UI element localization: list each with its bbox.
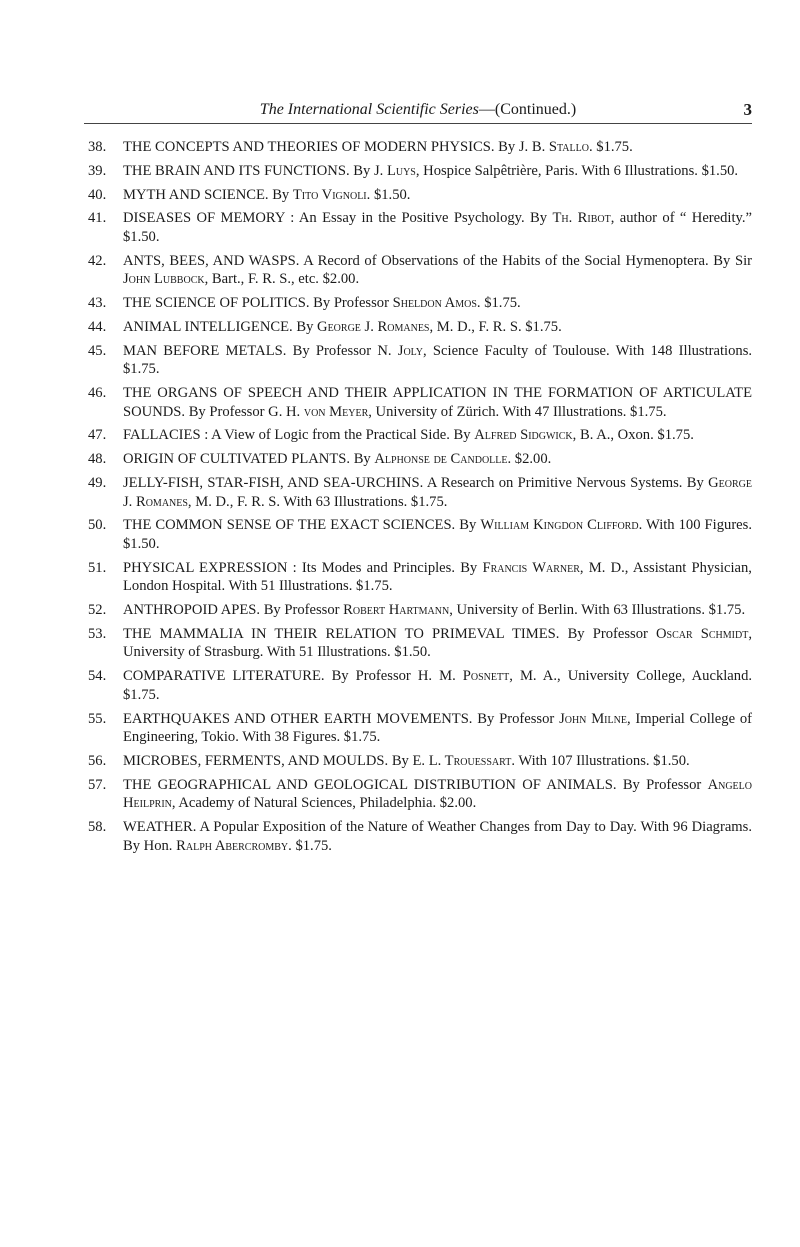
book-entry	[88, 209, 752, 246]
entry-description: A Research on Primitive Nervous Systems. By	[426, 474, 704, 491]
entry-number: 55.	[88, 710, 107, 727]
entry-description: By Professor	[331, 668, 411, 685]
entry-author: J. Luys,	[373, 162, 420, 179]
entry-title: THE COMMON SENSE OF THE EXACT SCIENCES.	[123, 517, 456, 534]
entry-number: 38.	[88, 139, 107, 155]
running-header	[84, 99, 752, 124]
continued-label: —(Continued.)	[478, 101, 577, 118]
entry-description: By	[391, 753, 409, 769]
book-entry	[88, 516, 752, 553]
entry-description: Its Modes and Principles. By	[301, 559, 478, 576]
entry-details: $1.75.	[596, 139, 633, 155]
entry-details: University of Berlin. With 63 Illustrations. $1.75.	[456, 602, 746, 619]
entry-title: THE CONCEPTS AND THEORIES OF MODERN PHYSICS.	[123, 139, 495, 155]
entry-description: By Professor	[622, 776, 702, 793]
entry-number: 58.	[88, 819, 107, 836]
entry-number: 45.	[88, 342, 107, 359]
entry-title: ANTS, BEES, AND WASPS.	[123, 252, 300, 269]
entry-number: 50.	[88, 517, 107, 534]
book-entry	[88, 138, 752, 157]
series-title-text: The International Scientific Series	[259, 101, 479, 118]
entry-description: By Professor	[188, 403, 265, 420]
entry-number: 49.	[88, 474, 107, 491]
entry-details: M. D., F. R. S. With 63 Illustrations. $1.75.	[195, 493, 448, 510]
entry-author: John Milne,	[559, 710, 631, 727]
entry-author: Ralph Abercromby.	[176, 837, 292, 854]
entry-author: Alphonse de Candolle.	[374, 451, 512, 468]
entry-author: George J. Romanes,	[123, 474, 752, 510]
entry-author: E. L. Trouessart.	[412, 753, 515, 769]
entry-title: PHYSICAL EXPRESSION :	[123, 559, 297, 576]
series-title	[84, 101, 752, 119]
book-entry	[88, 776, 752, 813]
entry-description: By	[353, 162, 371, 179]
entry-title: THE BRAIN AND ITS FUNCTIONS.	[123, 162, 350, 179]
entry-number: 44.	[88, 318, 107, 335]
entry-number: 39.	[88, 162, 107, 179]
entry-details: Imperial College of Engineering, Tokio. With 38 Figures. $1.75.	[123, 710, 753, 746]
book-entry	[88, 667, 752, 704]
entry-description: By Professor	[263, 602, 340, 619]
entry-number: 53.	[88, 625, 107, 642]
entry-details: With 100 Figures. $1.50.	[123, 517, 752, 552]
entry-title: ANTHROPOID APES.	[123, 602, 261, 619]
entry-description: By	[498, 139, 516, 155]
book-entry	[88, 162, 752, 181]
entry-description: By	[296, 318, 314, 335]
entry-description: By	[459, 517, 477, 534]
book-entry	[88, 384, 752, 421]
entry-number: 57.	[88, 776, 107, 793]
book-entry	[88, 625, 752, 662]
book-entry	[88, 601, 752, 620]
entry-number: 41.	[88, 210, 107, 227]
entry-description: A Popular Exposition of the Nature of Weather Changes from Day to Day. With 96 Diagrams. By Hon.	[123, 819, 752, 854]
entry-title: THE ORGANS OF SPEECH AND THEIR APPLICATION IN THE FORMATION OF ARTICULATE SOUNDS.	[123, 385, 752, 420]
entry-title: ORIGIN OF CULTIVATED PLANTS.	[123, 451, 351, 468]
entry-details: $2.00.	[514, 451, 552, 468]
entry-author: Oscar Schmidt,	[655, 625, 752, 642]
entry-details: With 107 Illustrations. $1.50.	[518, 753, 690, 769]
entry-details: M. D., Assistant Physician, London Hospital. With 51 Illustrations. $1.75.	[123, 559, 752, 595]
entry-author: J. B. Stallo.	[518, 139, 593, 155]
entry-description: By	[353, 451, 371, 468]
entry-details: Academy of Natural Sciences, Philadelphia. $2.00.	[178, 795, 477, 812]
entry-author: Robert Hartmann,	[343, 602, 453, 619]
entry-details: $1.50.	[373, 186, 411, 203]
entry-details: Bart., F. R. S., etc. $2.00.	[211, 271, 360, 288]
entry-description: By Professor	[313, 295, 389, 312]
book-entry	[88, 710, 752, 747]
entry-author: Alfred Sidgwick,	[474, 427, 577, 444]
entry-title: FALLACIES :	[123, 427, 209, 444]
book-entry	[88, 318, 752, 337]
entry-title: JELLY-FISH, STAR-FISH, AND SEA-URCHINS.	[123, 474, 424, 491]
entry-number: 48.	[88, 451, 107, 468]
entry-author: John Lubbock,	[123, 271, 209, 288]
entry-number: 40.	[88, 186, 107, 203]
entry-title: MICROBES, FERMENTS, AND MOULDS.	[123, 753, 389, 769]
entry-title: MAN BEFORE METALS.	[123, 342, 287, 359]
entry-details: M. A., University College, Auckland. $1.75.	[123, 668, 753, 703]
entry-description: An Essay in the Positive Psychology. By	[298, 210, 548, 227]
entry-description: By Professor	[292, 342, 372, 359]
entry-number: 47.	[88, 427, 107, 444]
entry-description: By Professor	[477, 710, 555, 727]
entry-title: ANIMAL INTELLIGENCE.	[123, 318, 293, 335]
entry-title: MYTH AND SCIENCE.	[123, 186, 269, 203]
entry-author: George J. Romanes,	[317, 318, 434, 335]
entry-number: 52.	[88, 602, 107, 619]
entry-description: A View of Logic from the Practical Side. By	[211, 427, 471, 444]
entry-number: 43.	[88, 295, 107, 312]
entry-number: 42.	[88, 252, 107, 269]
entry-title: THE GEOGRAPHICAL AND GEOLOGICAL DISTRIBUTION OF ANIMALS.	[123, 776, 617, 793]
entry-details: M. D., F. R. S. $1.75.	[436, 318, 562, 335]
entry-author: G. H. von Meyer,	[268, 403, 372, 420]
entry-author: N. Joly,	[377, 342, 427, 359]
entry-title: THE MAMMALIA IN THEIR RELATION TO PRIMEVAL TIMES.	[123, 625, 560, 642]
book-list	[88, 138, 752, 861]
entry-details: Science Faculty of Toulouse. With 148 Illustrations. $1.75.	[123, 342, 753, 378]
entry-title: COMPARATIVE LITERATURE.	[123, 668, 325, 685]
entry-details: $1.75.	[295, 837, 332, 854]
entry-details: University of Zürich. With 47 Illustrations. $1.75.	[375, 403, 667, 420]
book-entry	[88, 186, 752, 205]
entry-author: Th. Ribot,	[552, 210, 615, 227]
entry-title: WEATHER.	[123, 819, 197, 836]
book-entry	[88, 342, 752, 379]
entry-details: B. A., Oxon. $1.75.	[579, 427, 694, 444]
entry-author: H. M. Posnett,	[417, 668, 513, 685]
book-entry	[88, 818, 752, 855]
entry-author: Angelo Heilprin,	[123, 776, 752, 812]
entry-description: By	[272, 186, 290, 203]
book-entry	[88, 450, 752, 469]
entry-details: Hospice Salpêtrière, Paris. With 6 Illustrations. $1.50.	[423, 162, 739, 179]
book-entry	[88, 474, 752, 511]
page-number: 3	[743, 100, 752, 119]
entry-author: Tito Vignoli.	[292, 186, 371, 203]
entry-details: $1.75.	[484, 295, 521, 312]
entry-title: DISEASES OF MEMORY :	[123, 210, 295, 227]
entry-number: 56.	[88, 753, 107, 769]
book-entry	[88, 426, 752, 445]
entry-author: Francis Warner,	[482, 559, 584, 576]
entry-description: A Record of Observations of the Habits of the Social Hymenoptera. By Sir	[303, 252, 752, 269]
book-entry	[88, 294, 752, 313]
entry-details: author of “ Heredity.” $1.50.	[123, 210, 753, 245]
book-entry	[88, 752, 752, 771]
entry-number: 51.	[88, 559, 107, 576]
entry-number: 46.	[88, 385, 107, 402]
book-entry	[88, 559, 752, 596]
entry-number: 54.	[88, 668, 107, 685]
entry-title: EARTHQUAKES AND OTHER EARTH MOVEMENTS.	[123, 710, 473, 727]
entry-author: William Kingdon Clifford.	[480, 517, 643, 534]
entry-title: THE SCIENCE OF POLITICS.	[123, 295, 310, 312]
entry-author: Sheldon Amos.	[392, 295, 481, 312]
entry-details: University of Strasburg. With 51 Illustrations. $1.50.	[123, 644, 431, 661]
entry-description: By Professor	[567, 625, 648, 642]
book-entry	[88, 252, 752, 289]
